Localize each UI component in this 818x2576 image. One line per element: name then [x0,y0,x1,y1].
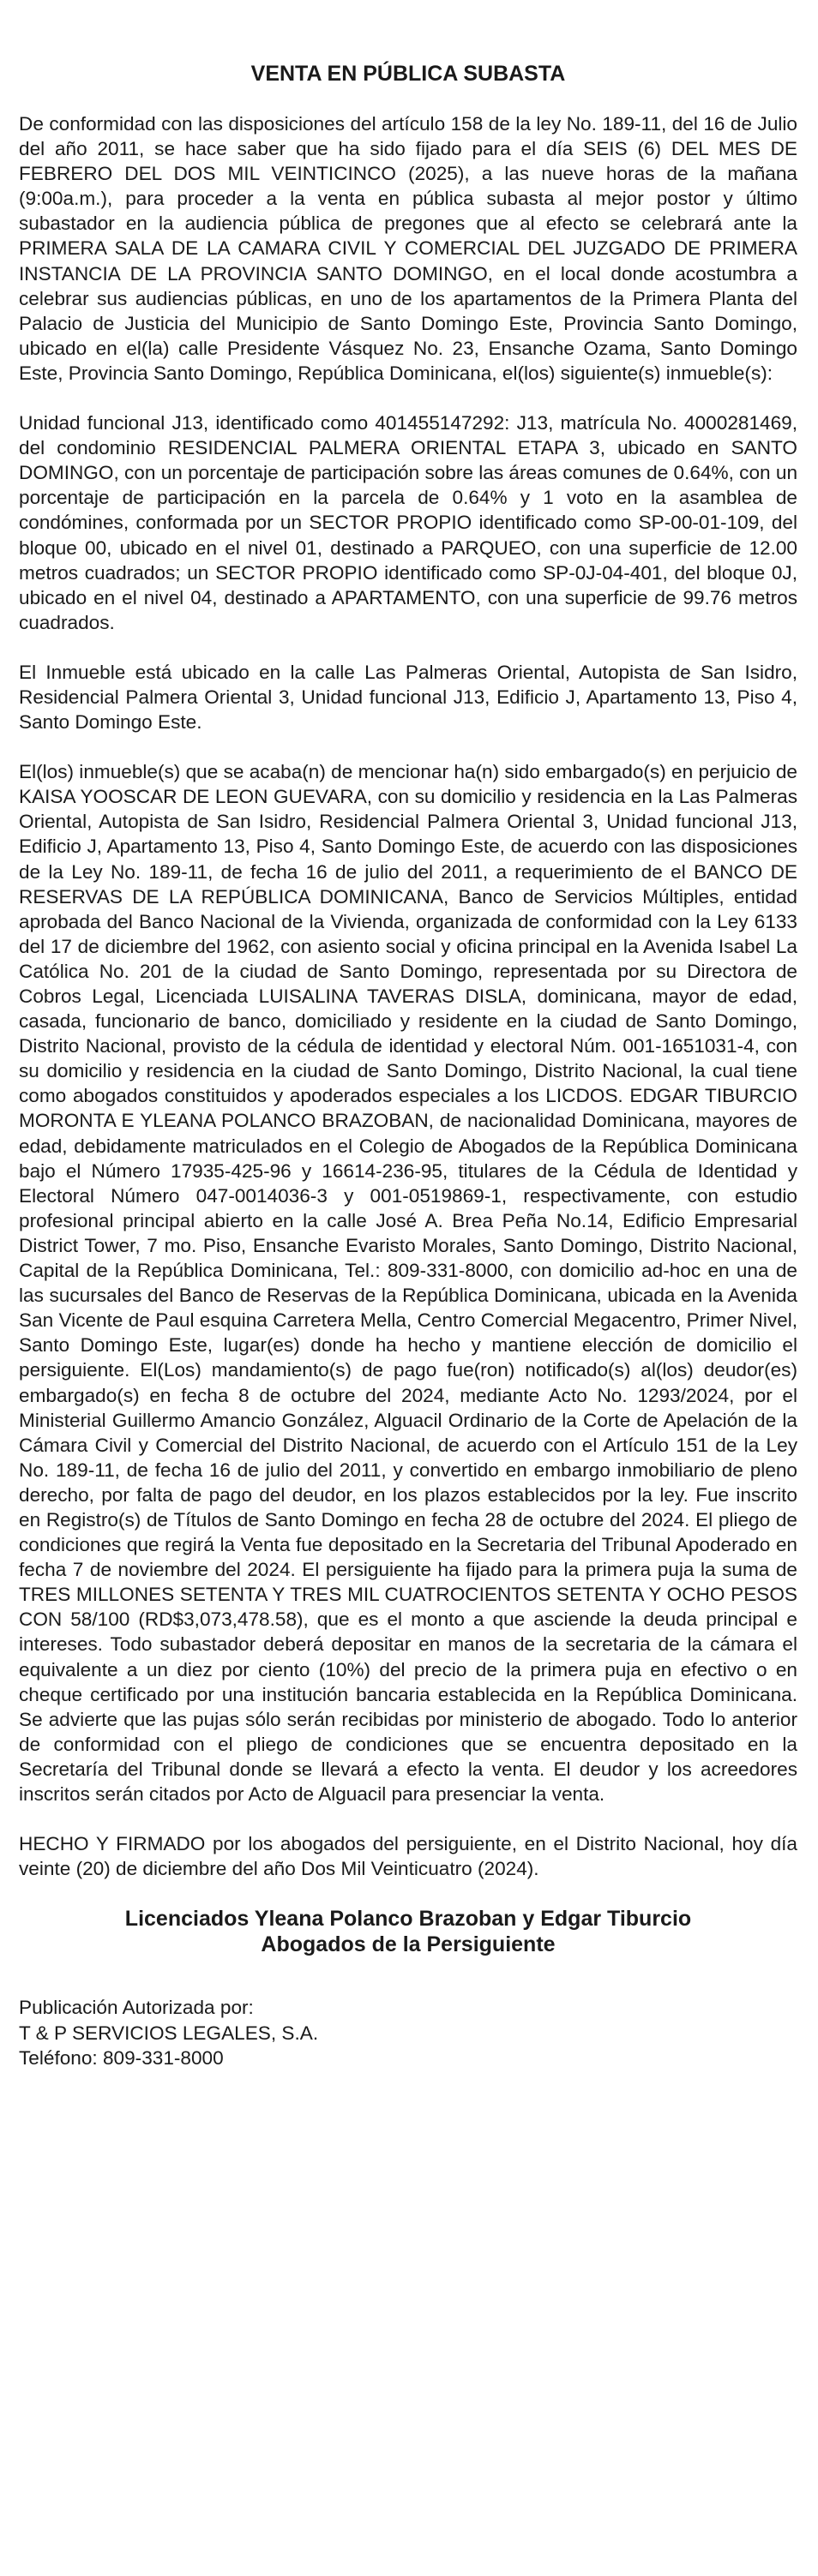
publication-company: T & P SERVICIOS LEGALES, S.A. [19,2022,319,2044]
paragraph-seizure-details: El(los) inmueble(s) que se acaba(n) de mencionar ha(n) sido embargado(s) en perjuicio de KAISA YOOSCAR DE LEON GUEVARA, con su domicilio y residencia en la Las Palmeras Oriental, Autopista de San Isidro, Residencial Palmera Oriental 3, Unidad funcional J13, Edificio J, Apartamento 13, Piso 4, Santo Domingo Este, de acuerdo con las disposiciones de la Ley No. 189-11, de fecha 16 de julio del 2011, a requerimiento de el BANCO DE RESERVAS DE LA REPÚBLICA DOMINICANA, Banco de Servicios Múltiples, entidad aprobada del Banco Nacional de la Vivienda, organizada de conformidad con la Ley 6133 del 17 de diciembre del 1962, con asiento social y oficina principal en la Avenida Isabel La Católica No. 201 de la ciudad de Santo Domingo, representada por su Directora de Cobros Legal, Licenciada LUISALINA TAVERAS DISLA, dominicana, mayor de edad, casada, funcionario de banco, domiciliado y residente en la ciudad de Santo Domingo, Distrito Nacional, provisto de la cédula de identidad y electoral Núm. 001-1651031-4, con su domicilio y residencia en la ciudad de Santo Domingo, Distrito Nacional, la cual tiene como abogados constituidos y apoderados especiales a los LICDOS. EDGAR TIBURCIO MORONTA E YLEANA POLANCO BRAZOBAN, de nacionalidad Dominicana, mayores de edad, debidamente matriculados en el Colegio de Abogados de la República Dominicana bajo el Número 17935-425-96 y 16614-236-95, titulares de la Cédula de Identidad y Electoral Número 047-0014036-3 y 001-0519869-1, respectivamente, con estudio profesional principal abierto en la calle José A. Brea Peña No.14, Edificio Empresarial District Tower, 7 mo. Piso, Ensanche Evaristo Morales, Santo Domingo, Distrito Nacional, Capital de la República Dominicana, Tel.: 809-331-8000, con domicilio ad-hoc en una de las sucursales del Banco de Reservas de la República Dominicana, ubicada en la Avenida San Vicente de Paul esquina Carretera Mella, Centro Comercial Megacentro, Primer Nivel, Santo Domingo Este, lugar(es) donde ha hecho y mantiene elección de domicilio el persiguiente. El(Los) mandamiento(s) de pago fue(ron) notificado(s) al(los) deudor(es) embargado(s) en fecha 8 de octubre del 2024, mediante Acto No. 1293/2024, por el Ministerial Guillermo Amancio González, Alguacil Ordinario de la Corte de Apelación de la Cámara Civil y Comercial del Distrito Nacional, de acuerdo con el Artículo 151 de la Ley No. 189-11, de fecha 16 de julio del 2011, y convertido en embargo inmobiliario de pleno derecho, por falta de pago del deudor, en los plazos establecidos por la ley. Fue inscrito en Registro(s) de Títulos de Santo Domingo en fecha 28 de octubre del 2024. El pliego de condiciones que regirá la Venta fue depositado en la Secretaria del Tribunal Apoderado en fecha 7 de noviembre del 2024. El persiguiente ha fijado para la primera puja la suma de TRES MILLONES SETENTA Y TRES MIL CUATROCIENTOS SETENTA Y OCHO PESOS CON 58/100 (RD$3,073,478.58), que es el monto a que asciende la deuda principal e intereses. Todo subastador deberá depositar en manos de la secretaria de la cámara el equivalente a un diez por ciento (10%) del precio de la primera puja en efectivo o en cheque certificado por una institución bancaria establecida en la República Dominicana. Se advierte que las pujas sólo serán recibidas por ministerio de abogado. Todo lo anterior de conformidad con el pliego de condiciones que se encuentra depositado en la Secretaría del Tribunal donde se llevará a efecto la venta. El deudor y los acreedores inscritos serán citados por Acto de Alguacil para presenciar la venta. [19,761,797,1805]
paragraph-property-description: Unidad funcional J13, identificado como 401455147292: J13, matrícula No. 4000281469, del condominio RESIDENCIAL PALMERA ORIENTAL ETAPA 3, ubicado en SANTO DOMINGO, con un porcentaje de participación sobre las áreas comunes de 0.64%, con un porcentaje de participación en la parcela de 0.64% y 1 voto en la asamblea de condómines, conformada por un SECTOR PROPIO identificado como SP-00-01-109, del bloque 00, ubicado en el nivel 01, destinado a PARQUEO, con una superficie de 12.00 metros cuadrados; un SECTOR PROPIO identificado como SP-0J-04-401, del bloque 0J, ubicado en el nivel 04, destinado a APARTAMENTO, con una superficie de 99.76 metros cuadrados. [19,412,798,633]
publication-phone: Teléfono: 809-331-8000 [19,2047,224,2070]
signature-role: Abogados de la Persiguiente [261,1932,556,1957]
paragraph-auction-date: De conformidad con las disposiciones del artículo 158 de la ley No. 189-11, del 16 de Julio del año 2011, se hace saber que ha sido fijado para el día SEIS (6) DEL MES DE FEBRERO DEL DOS MIL VEINTICINCO (2025), a las nueve horas de la mañana (9:00a.m.), para proceder a la venta en pública subasta al mejor postor y último subastador en la audiencia pública de pregones que al efecto se celebrará ante la PRIMERA SALA DE LA CAMARA CIVIL Y COMERCIAL DEL JUZGADO DE PRIMERA INSTANCIA DE LA PROVINCIA SANTO DOMINGO, en el local donde acostumbra a celebrar sus audiencias públicas, en uno de los apartamentos de la Primera Planta del Palacio de Justicia del Municipio de Santo Domingo Este, Provincia Santo Domingo, ubicado en el(la) calle Presidente Vásquez No. 23, Ensanche Ozama, Santo Domingo Este, Provincia Santo Domingo, República Dominicana, el(los) siguiente(s) inmueble(s): [19,113,797,384]
paragraph-property-location: El Inmueble está ubicado en la calle Las Palmeras Oriental, Autopista de San Isidro, Residencial Palmera Oriental 3, Unidad funcional J13, Edificio J, Apartamento 13, Piso 4, Santo Domingo Este. [19,661,797,734]
publication-label: Publicación Autorizada por: [19,1997,254,2019]
paragraph-signed-date: HECHO Y FIRMADO por los abogados del persiguiente, en el Distrito Nacional, hoy día veinte (20) de diciembre del año Dos Mil Veinticuatro (2024). [19,1833,797,1880]
notice-title: VENTA EN PÚBLICA SUBASTA [250,62,566,86]
publication-info [19,1995,797,2071]
signature-lawyers: Licenciados Yleana Polanco Brazoban y Edgar Tiburcio [124,1907,692,1932]
signature-block [19,1906,797,1957]
